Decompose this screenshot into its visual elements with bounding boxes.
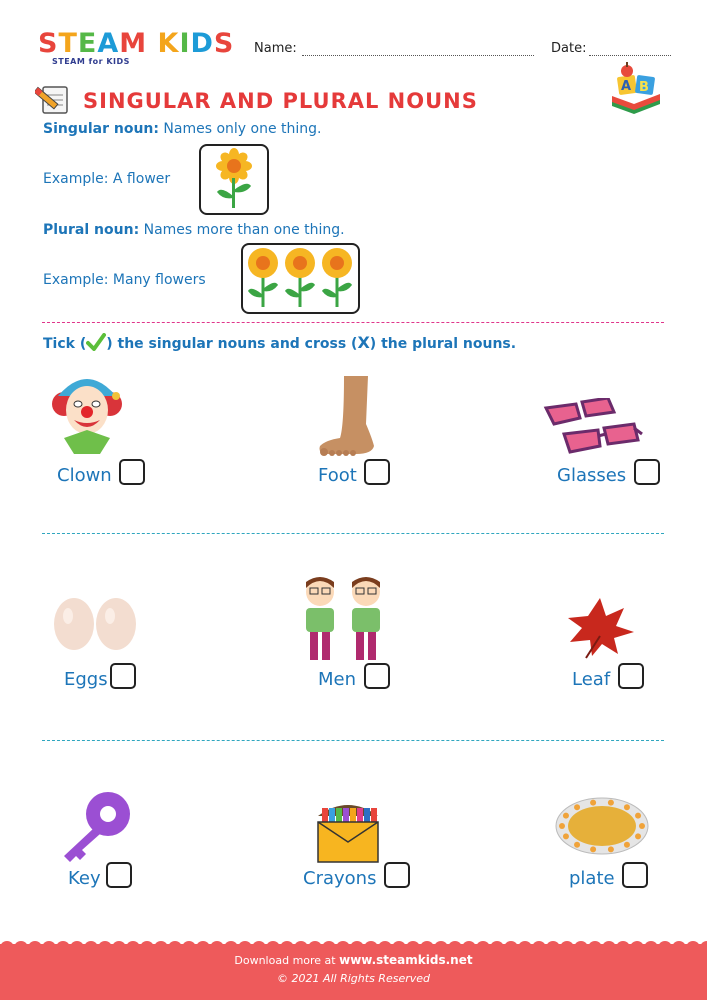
logo-letter: K	[157, 28, 180, 59]
flower-icon	[322, 248, 352, 307]
plural-example: Example: Many flowers	[43, 272, 206, 288]
logo-letter: M	[119, 28, 148, 59]
page-title: SINGULAR AND PLURAL NOUNS	[83, 89, 478, 113]
checkbox-glasses[interactable]	[634, 459, 660, 485]
crayons-icon	[316, 798, 380, 864]
date-label: Date:	[551, 41, 587, 56]
plate-rim-dot	[563, 813, 569, 819]
date-field[interactable]	[589, 55, 671, 56]
foot-icon	[316, 376, 382, 458]
abc-book-icon	[606, 60, 664, 114]
clown-icon	[50, 366, 124, 458]
item-label-men: Men	[318, 669, 357, 690]
plate-rim-dot	[574, 842, 580, 848]
item-label-glasses: Glasses	[557, 465, 627, 486]
item-label-plate: plate	[569, 868, 615, 889]
men-icon	[300, 574, 386, 664]
checkbox-foot[interactable]	[364, 459, 390, 485]
leaf-icon	[566, 596, 636, 660]
logo-title	[38, 30, 234, 57]
glasses-icon	[542, 398, 644, 456]
logo-letter: T	[58, 28, 78, 59]
plate-rim-dot	[639, 823, 645, 829]
single-flower-box	[199, 144, 269, 215]
tick-icon	[86, 333, 106, 351]
logo-letter: S	[213, 28, 235, 59]
item-label-key: Key	[68, 868, 101, 889]
row-divider	[42, 533, 664, 534]
plate-rim-dot	[590, 800, 596, 806]
checkbox-men[interactable]	[364, 663, 390, 689]
checkbox-plate[interactable]	[622, 862, 648, 888]
plate-rim-dot	[563, 833, 569, 839]
plate-rim-dot	[590, 846, 596, 852]
plate-rim-dot	[624, 804, 630, 810]
logo-letter: A	[97, 28, 120, 59]
plate-icon	[554, 796, 650, 856]
footer-download: Download more at www.steamkids.net	[234, 953, 473, 967]
plate-rim-dot	[635, 833, 641, 839]
flowers-icon	[243, 245, 358, 312]
checkbox-leaf[interactable]	[618, 663, 644, 689]
plate-rim-dot	[624, 842, 630, 848]
name-label: Name:	[254, 41, 297, 56]
logo-subtitle: STEAM for KIDS	[52, 57, 130, 66]
notepad-pencil-icon	[35, 83, 73, 115]
logo-letter: I	[179, 28, 191, 59]
singular-example: Example: A flower	[43, 171, 171, 187]
logo-letter	[147, 28, 157, 59]
footer-website-link[interactable]: www.steamkids.net	[339, 953, 473, 967]
instruction: Tick ( ) the singular nouns and cross (X) the plural nouns.	[43, 333, 517, 352]
plate-rim-dot	[635, 813, 641, 819]
eggs-icon	[52, 594, 140, 650]
checkbox-eggs[interactable]	[110, 663, 136, 689]
svg-text:A: A	[621, 79, 632, 94]
item-label-foot: Foot	[318, 465, 357, 486]
flower-icon	[285, 248, 315, 307]
item-label-clown: Clown	[57, 465, 112, 486]
plate-rim-dot	[559, 823, 565, 829]
logo-letter: E	[77, 28, 98, 59]
many-flowers-box	[241, 243, 360, 314]
flower-icon	[201, 146, 267, 213]
checkbox-clown[interactable]	[119, 459, 145, 485]
checkbox-key[interactable]	[106, 862, 132, 888]
item-label-eggs: Eggs	[64, 669, 108, 690]
name-field[interactable]	[302, 55, 534, 56]
key-icon	[58, 790, 134, 862]
section-divider	[42, 322, 664, 323]
logo-letter: S	[38, 28, 59, 59]
svg-text:B: B	[639, 80, 649, 95]
flower-icon	[248, 248, 278, 307]
row-divider	[42, 740, 664, 741]
plate-rim-dot	[608, 800, 614, 806]
checkbox-crayons[interactable]	[384, 862, 410, 888]
plural-definition: Plural noun: Names more than one thing.	[43, 222, 345, 238]
item-label-crayons: Crayons	[303, 868, 377, 889]
plate-rim-dot	[574, 804, 580, 810]
footer-copyright: © 2021 All Rights Reserved	[276, 972, 430, 985]
logo-letter: D	[190, 28, 214, 59]
plate-rim-dot	[608, 846, 614, 852]
item-label-leaf: Leaf	[572, 669, 611, 690]
singular-definition: Singular noun: Names only one thing.	[43, 121, 322, 137]
